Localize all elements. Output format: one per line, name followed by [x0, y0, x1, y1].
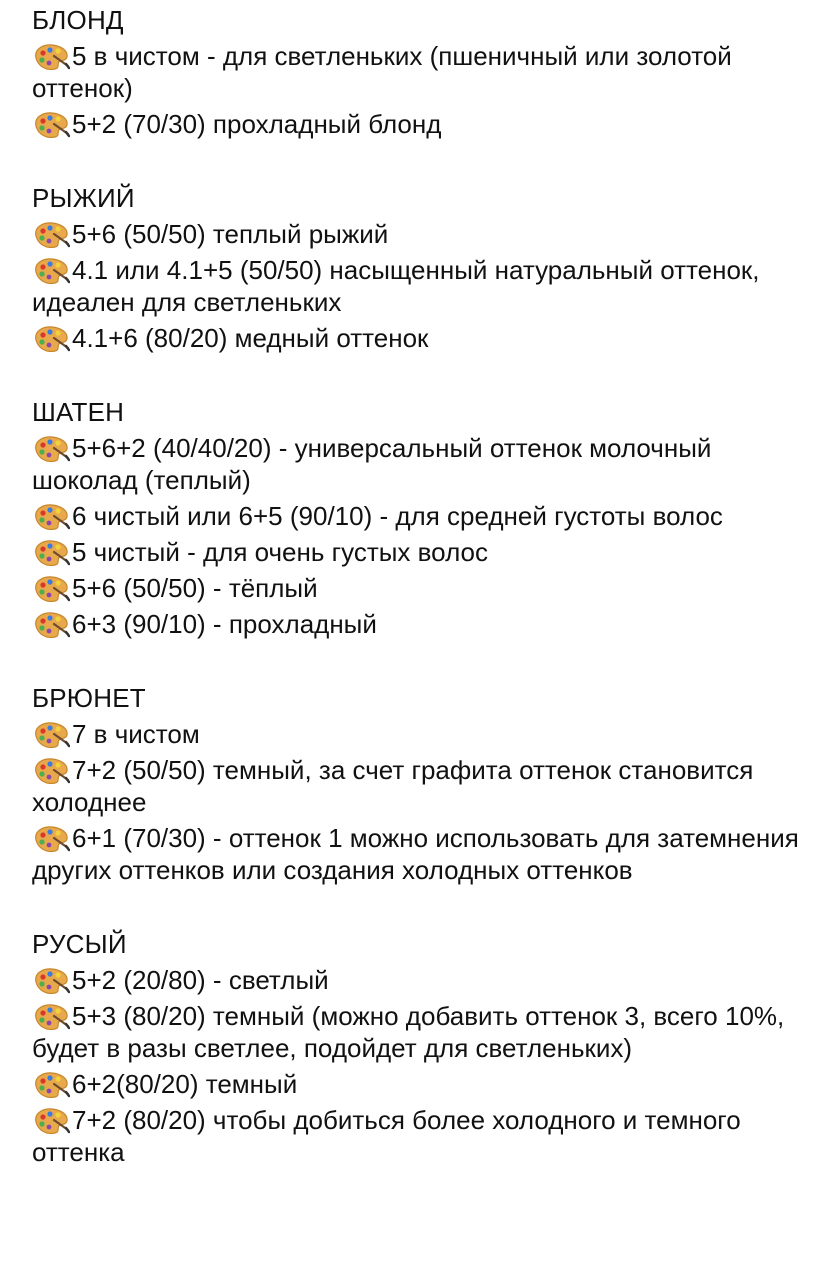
list-item	[32, 40, 812, 104]
list-item-text: 7+2 (80/20) чтобы добиться более холодного и темного оттенка	[32, 1105, 741, 1167]
artist-palette-icon	[32, 1106, 70, 1134]
list-item-text: 6+1 (70/30) - оттенок 1 можно использовать для затемнения других оттенков или создания холодных оттенков	[32, 823, 799, 885]
list-item	[32, 1104, 812, 1168]
list-item	[32, 1000, 812, 1064]
section-heading: БРЮНЕТ	[32, 683, 146, 713]
artist-palette-icon	[32, 574, 70, 602]
list-item-text: 5+2 (70/30) прохладный блонд	[72, 109, 442, 139]
section	[32, 680, 812, 886]
artist-palette-icon	[32, 824, 70, 852]
artist-palette-icon	[32, 324, 70, 352]
document	[32, 2, 812, 1172]
list-item	[32, 432, 812, 496]
section	[32, 394, 812, 640]
list-item	[32, 572, 812, 604]
artist-palette-icon	[32, 1070, 70, 1098]
section	[32, 180, 812, 354]
artist-palette-icon	[32, 720, 70, 748]
list-item	[32, 1068, 812, 1100]
list-item-text: 4.1 или 4.1+5 (50/50) насыщенный натуральный оттенок, идеален для светленьких	[32, 255, 760, 317]
section	[32, 926, 812, 1168]
artist-palette-icon	[32, 502, 70, 530]
section-heading: ШАТЕН	[32, 397, 125, 427]
artist-palette-icon	[32, 110, 70, 138]
list-item-text: 7+2 (50/50) темный, за счет графита оттенок становится холоднее	[32, 755, 754, 817]
list-item	[32, 536, 812, 568]
section-heading: БЛОНД	[32, 5, 124, 35]
list-item-text: 6 чистый или 6+5 (90/10) - для средней густоты волос	[72, 501, 723, 531]
artist-palette-icon	[32, 434, 70, 462]
list-item-text: 5 в чистом - для светленьких (пшеничный или золотой оттенок)	[32, 41, 732, 103]
list-item-text: 6+3 (90/10) - прохладный	[72, 609, 377, 639]
list-item-text: 5+6 (50/50) - тёплый	[72, 573, 318, 603]
list-item	[32, 718, 812, 750]
list-item	[32, 822, 812, 886]
section-heading: РЫЖИЙ	[32, 183, 135, 213]
section-heading: РУСЫЙ	[32, 929, 127, 959]
list-item-text: 5+2 (20/80) - светлый	[72, 965, 329, 995]
list-item	[32, 108, 812, 140]
list-item	[32, 322, 812, 354]
artist-palette-icon	[32, 610, 70, 638]
artist-palette-icon	[32, 42, 70, 70]
artist-palette-icon	[32, 1002, 70, 1030]
list-item-text: 6+2(80/20) темный	[72, 1069, 298, 1099]
list-item-text: 4.1+6 (80/20) медный оттенок	[72, 323, 429, 353]
artist-palette-icon	[32, 966, 70, 994]
list-item-text: 5+6+2 (40/40/20) - универсальный оттенок молочный шоколад (теплый)	[32, 433, 712, 495]
artist-palette-icon	[32, 756, 70, 784]
list-item	[32, 608, 812, 640]
list-item	[32, 254, 812, 318]
list-item-text: 5+6 (50/50) теплый рыжий	[72, 219, 389, 249]
artist-palette-icon	[32, 220, 70, 248]
list-item-text: 5+3 (80/20) темный (можно добавить оттенок 3, всего 10%, будет в разы светлее, подойдет для светленьких)	[32, 1001, 785, 1063]
artist-palette-icon	[32, 538, 70, 566]
list-item-text: 7 в чистом	[72, 719, 200, 749]
list-item	[32, 964, 812, 996]
section	[32, 2, 812, 140]
list-item	[32, 754, 812, 818]
list-item-text: 5 чистый - для очень густых волос	[72, 537, 488, 567]
list-item	[32, 218, 812, 250]
list-item	[32, 500, 812, 532]
artist-palette-icon	[32, 256, 70, 284]
